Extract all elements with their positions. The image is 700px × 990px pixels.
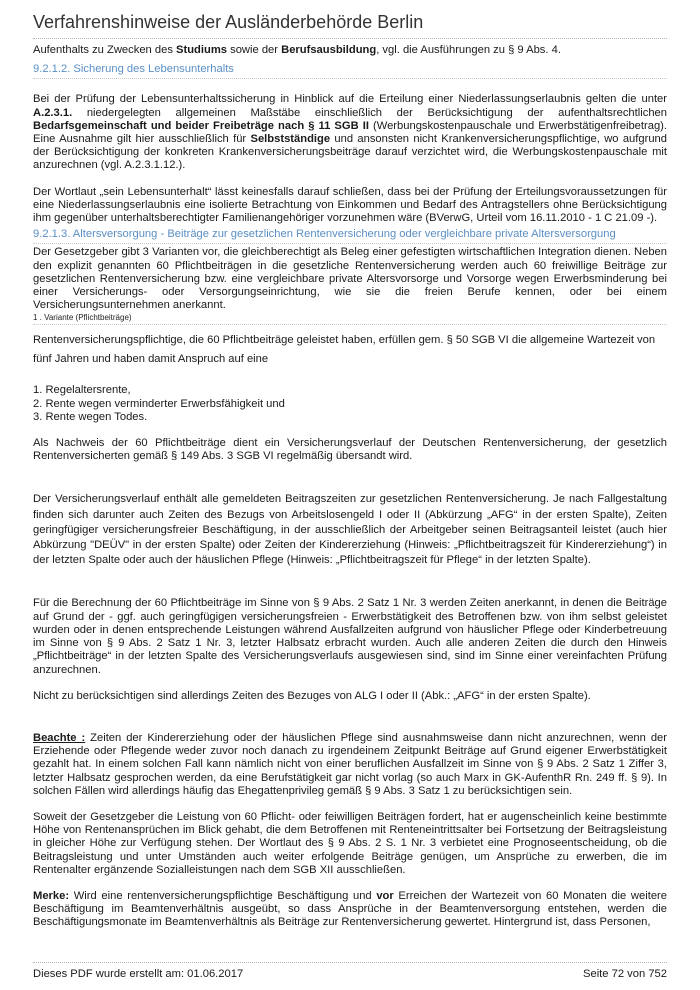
paragraph-wortlaut: Der Wortlaut „sein Lebensunterhalt“ lässt keinesfalls darauf schließen, dass bei der Prüfung der Erteilungsvoraussetzungen für eine Niederlassungserlaubnis eine isolierte Betrachtung von Einkommen und Bedarf des Antragstellers ohne Berücksichtigung ihm gegenüber unterhaltsberechtigter Familienangehöriger vorzunehmen wäre (BVerwG, Urteil vom 16.11.2010 - 1 C 21.09 -). — [33, 185, 667, 225]
rent-types-list — [33, 384, 667, 424]
paragraph-nicht-zu-beruecksichtigen: Nicht zu berücksichtigen sind allerdings Zeiten des Bezuges von ALG I oder II (Abk.: „AFG“ in der ersten Spalte). — [33, 689, 591, 702]
paragraph-nachweis: Als Nachweis der 60 Pflichtbeiträge dient ein Versicherungsverlauf der Deutschen Rentenversicherung, der gesetzlich Rentenversicherten gemäß § 149 Abs. 3 SGB VI regelmäßig übersandt wird. — [33, 437, 667, 463]
footer-created-date: Dieses PDF wurde erstellt am: 01.06.2017 — [33, 968, 244, 980]
section-heading-lebensunterhalt: 9.2.1.2. Sicherung des Lebensunterhalts — [33, 63, 667, 79]
beachte-label: Beachte : — [33, 731, 86, 744]
list-item: 2. Rente wegen verminderter Erwerbsfähigkeit und — [33, 397, 285, 410]
variant-label: 1 . Variante (Pflichtbeiträge) — [33, 313, 667, 325]
paragraph-berechnung: Für die Berechnung der 60 Pflichtbeiträge im Sinne von § 9 Abs. 2 Satz 1 Nr. 3 werden Zeiten anerkannt, in denen die Beiträge auf Grund der - ggf. auch geringfügigen versicherungsfreien - Erwerbstätigkeit des Betroffenen bzw. von ihm selbst geleistet wurden oder in denen entsprechende Leistungen während Ausfallzeiten aufgrund von häuslicher Pflege oder Kinderbetreuung im Sinne von § 9 Abs. 2 Satz 1 Nr. 3, letzter Halbsatz erbracht wurden. Auch alle anderen Zeiten die durch den Hinweis „Pflichtbeiträge“ in der letzten Spalte des Versicherungsverlaufs ausgewiesen sind, sind im Sinne einer vereinfachten Prüfung anzurechnen. — [33, 597, 667, 676]
paragraph-merke: Merke: Wird eine rentenversicherungspflichtige Beschäftigung und vor Erreichen der Wartezeit von 60 Monaten die weitere Beschäftigung im Beamtenverhältnis ausgeübt, so dass Ansprüche in der Beamtenversorgung entstehen, werden die Beschäftigungsmonate im Beamtenverhältnis als Beiträge zur Rentenversicherung gewertet. Hintergrund ist, dass Personen, — [33, 889, 667, 929]
list-item: 1. Regelaltersrente, — [33, 384, 131, 397]
intro-paragraph: Aufenthalts zu Zwecken des Studiums sowie der Berufsausbildung, vgl. die Ausführungen zu § 9 Abs. 4. — [33, 44, 561, 56]
paragraph-soweit: Soweit der Gesetzgeber die Leistung von 60 Pflicht- oder feiwilligen Beiträgen fordert, hat er augenscheinlich keine bestimmte Höhe von Rentenansprüchen im Blick gehabt, die dem Betroffenen mit Renteneintrittsalter bei Fortsetzung der Beitragsleistung in gleicher Höhe zur Verfügung stehen. Der Wortlaut des § 9 Abs. 2 S. 1 Nr. 3 verbietet eine Prognoseentscheidung, ob die Beitragsleistung und unter Umständen auch weiter erfolgende Beiträge genügen, um Ansprüche zu erwerben, die im Rentenalter ergänzende Sozialleistungen nach dem SGB XII ausschließen. — [33, 810, 667, 876]
header-title: Verfahrenshinweise der Ausländerbehörde Berlin — [33, 12, 424, 32]
paragraph-versicherungsverlauf: Der Versicherungsverlauf enthält alle gemeldeten Beitragszeiten zur gesetzlichen Rentenversicherung. Je nach Fallgestaltung finden sich darunter auch Zeiten des Bezugs von Arbeitslosengeld I oder II (Abkürzung „AFG“ in der ersten Spalte), Zeiten geringfügiger versicherungsfreier Beschäftigung, in der ausschließlich der Arbeitgeber seinen Beitragsanteil leistet (auch hier Abkürzung "DEÜV" in der ersten Spalte) oder Zeiten der Kindererziehung (Hinweis: „Pflichtbeitragszeit für Kindererziehung“) in der letzten Spalte oder auch der häuslichen Pflege (Hinweis: „Pflichtbeitragszeit für Pflege“ in der letzten Spalte). — [33, 493, 667, 567]
footer-page-number: Seite 72 von 752 — [583, 968, 667, 980]
list-item: 3. Rente wegen Todes. — [33, 410, 148, 423]
paragraph-lebensunterhalt: Bei der Prüfung der Lebensunterhaltssicherung in Hinblick auf die Erteilung einer Niederlassungserlaubnis gelten die unter A.2.3.1. niedergelegten allgemeinen Maßstäbe einschließlich der Berücksichtigung der aufenthaltsrechtlichen Bedarfsgemeinschaft und beider Freibeträge nach § 11 SGB II (Werbungskostenpauschale und Erwerbstätigenfreibetrag). Eine Ausnahme gilt hier ausschließlich für Selbstständige und ansonsten nicht Krankenversicherungspflichtige, wo aufgrund der Berücksichtigung der konkreten Krankenversicherungsbeiträge darauf verzichtet wird, die Werbungskostenpauschale mit anzurechnen (vgl. A.2.3.1.12.). — [33, 93, 667, 172]
document-body — [33, 44, 667, 930]
section-heading-altersversorgung: 9.2.1.3. Altersversorgung - Beiträge zur gesetzlichen Rentenversicherung oder vergleichbare private Altersversorgung — [33, 228, 667, 244]
merke-label: Merke: — [33, 889, 70, 902]
document-footer — [33, 962, 667, 980]
paragraph-rentenversicherungspflichtige: Rentenversicherungspflichtige, die 60 Pflichtbeiträge geleistet haben, erfüllen gem. § 50 SGB VI die allgemeine Wartezeit von fünf Jahren und haben damit Anspruch auf eine — [33, 334, 656, 366]
document-header — [33, 12, 667, 39]
paragraph-beachte: Beachte : Zeiten der Kindererziehung oder der häuslichen Pflege sind ausnahmsweise dann nicht anzurechnen, wenn der Erziehende oder Pflegende weder zuvor noch danach zu irgendeinem Zeitpunkt Beiträge auf Grund eigener Erwerbstätigkeit gezahlt hat. In einem solchen Fall kann nämlich nicht von einer beruflichen Ausfallzeit im Sinne von § 9 Abs. 2 Satz 1 Ziffer 3, letzter Halbsatz gesprochen werden, da eine Berufstätigkeit gar nicht vorlag (so auch Marx in GK-AufenthR Rn. 249 ff. § 9). In solchen Fällen wird allerdings häufig das Ehegattenprivileg gemäß § 9 Abs. 3 Satz 1 zu berücksichtigen sein. — [33, 731, 667, 797]
paragraph-varianten: Der Gesetzgeber gibt 3 Varianten vor, die gleichberechtigt als Beleg einer gefestigten wirtschaftlichen Integration dienen. Neben den explizit genannten 60 Pflichtbeiträgen in die gesetzliche Rentenversicherung werden auch 60 freiwillige Beiträge zur gesetzlichen Rentenversicherung bzw. eine vergleichbare private Altersvorsorge und Vorsorge wegen Erwerbsminderung bei einer Versicherungs- oder Versorgungseinrichtung, wie sie die freien Berufe kennen, oder bei einem Versicherungsunternehmen anerkannt. — [33, 246, 667, 312]
